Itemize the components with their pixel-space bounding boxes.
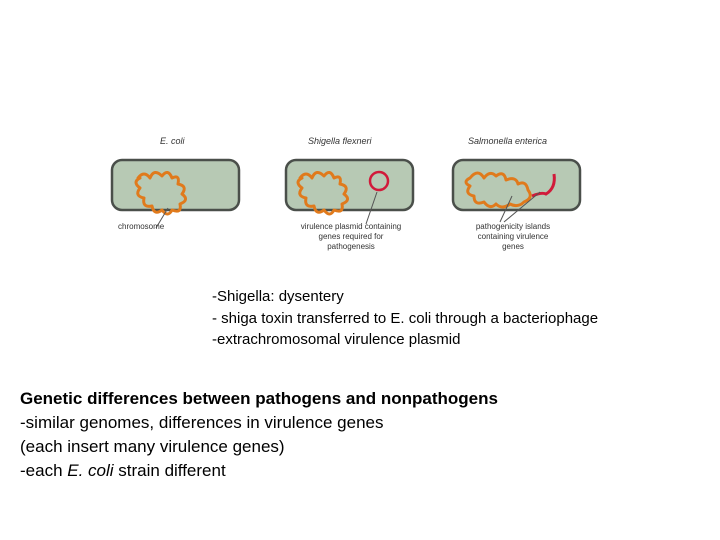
bacteria-figure <box>108 128 592 266</box>
ecoli-title: E. coli <box>160 136 185 146</box>
ecoli-cell <box>112 160 239 210</box>
salmonella-cell <box>453 160 580 210</box>
ecoli-label <box>118 222 198 232</box>
main-text <box>20 387 498 483</box>
shigella-label-line: virulence plasmid containing <box>300 222 402 231</box>
note-line: -Shigella: dysentery <box>212 288 344 305</box>
shigella-label-line: genes required for <box>318 232 384 241</box>
note-line: - shiga toxin transferred to E. coli through a bacteriophage <box>212 309 599 327</box>
salmonella-label-line: containing virulence <box>477 232 549 241</box>
shigella-label-line: pathogenesis <box>327 242 375 251</box>
salmonella-label-line: genes <box>502 242 524 251</box>
note-line: -extrachromosomal virulence plasmid <box>212 331 461 348</box>
main-line-italic: E. coli <box>67 461 114 480</box>
shigella-title: Shigella flexneri <box>308 136 372 146</box>
main-heading: Genetic differences between pathogens and nonpathogens <box>20 389 498 408</box>
main-line: (each insert many virulence genes) <box>20 437 285 456</box>
salmonella-label-line: pathogenicity islands <box>475 222 551 231</box>
shigella-label <box>276 222 426 252</box>
main-line: -similar genomes, differences in virulence genes <box>20 413 384 432</box>
salmonella-label <box>448 222 578 252</box>
main-line-suffix: strain different <box>113 461 226 480</box>
ecoli-label-line: chromosome <box>118 222 165 231</box>
salmonella-title: Salmonella enterica <box>468 136 548 146</box>
main-line-prefix: -each <box>20 461 68 480</box>
main-line <box>20 459 498 483</box>
shigella-notes <box>212 286 598 351</box>
